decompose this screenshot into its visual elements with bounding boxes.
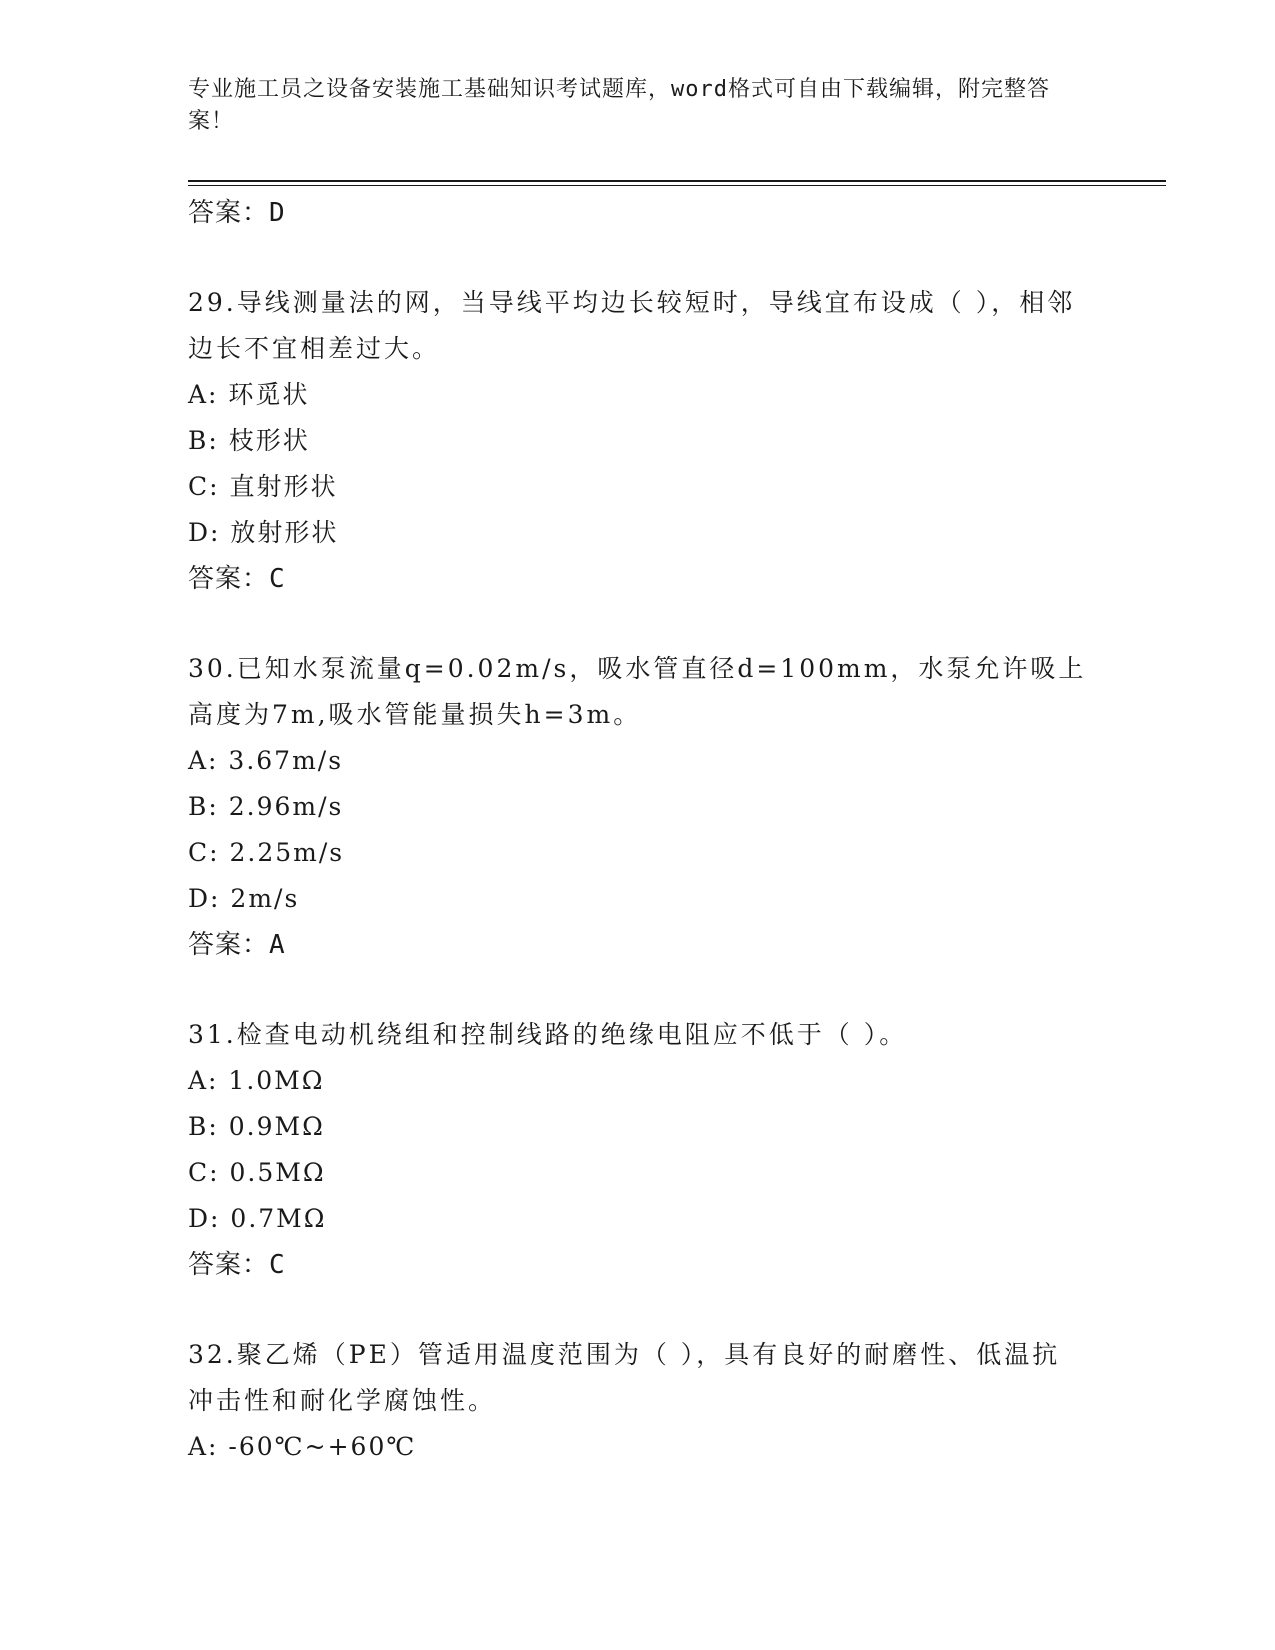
question-block-32 [188,1332,1088,1470]
question-stem: 32.聚乙烯（PE）管适用温度范围为（ ），具有良好的耐磨性、低温抗冲击性和耐化学腐蚀性。 [188,1340,1061,1415]
spacer [188,1288,1088,1332]
answer-line: 答案：A [188,930,286,960]
question-stem: 29.导线测量法的网，当导线平均边长较短时，导线宜布设成（ ），相邻边长不宜相差过大。 [188,288,1076,363]
question-stem: 30.已知水泵流量q=0.02m/s，吸水管直径d=100mm，水泵允许吸上高度为7m,吸水管能量损失h=3m。 [188,654,1087,729]
option-d: D: 2m/s [188,884,300,913]
option-a: A: -60℃~+60℃ [188,1432,417,1461]
question-stem: 31.检查电动机绕组和控制线路的绝缘电阻应不低于（ ）。 [188,1020,908,1049]
question-block-30 [188,646,1088,968]
option-a: A: 3.67m/s [188,746,344,775]
header-rule-thick [188,180,1166,182]
answer-line: 答案：C [188,1250,286,1280]
spacer [188,602,1088,646]
question-block-31 [188,1012,1088,1288]
option-b: B: 0.9MΩ [188,1112,325,1141]
option-b: B: 枝形状 [188,426,310,455]
option-b: B: 2.96m/s [188,792,344,821]
option-c: C: 2.25m/s [188,838,345,867]
option-c: C: 直射形状 [188,472,338,501]
question-list [188,190,1088,1470]
spacer [188,236,1088,280]
answer-line: 答案：C [188,564,286,594]
option-c: C: 0.5MΩ [188,1158,326,1187]
answer-line: 答案：D [188,198,286,228]
header-rule-thin [188,185,1166,186]
option-d: D: 放射形状 [188,518,339,547]
option-d: D: 0.7MΩ [188,1204,327,1233]
option-a: A: 1.0MΩ [188,1066,325,1095]
option-a: A: 环觅状 [188,380,310,409]
spacer [188,968,1088,1012]
document-header: 专业施工员之设备安装施工基础知识考试题库，word格式可自由下载编辑，附完整答案！ [188,77,1050,134]
question-block-29 [188,280,1088,602]
